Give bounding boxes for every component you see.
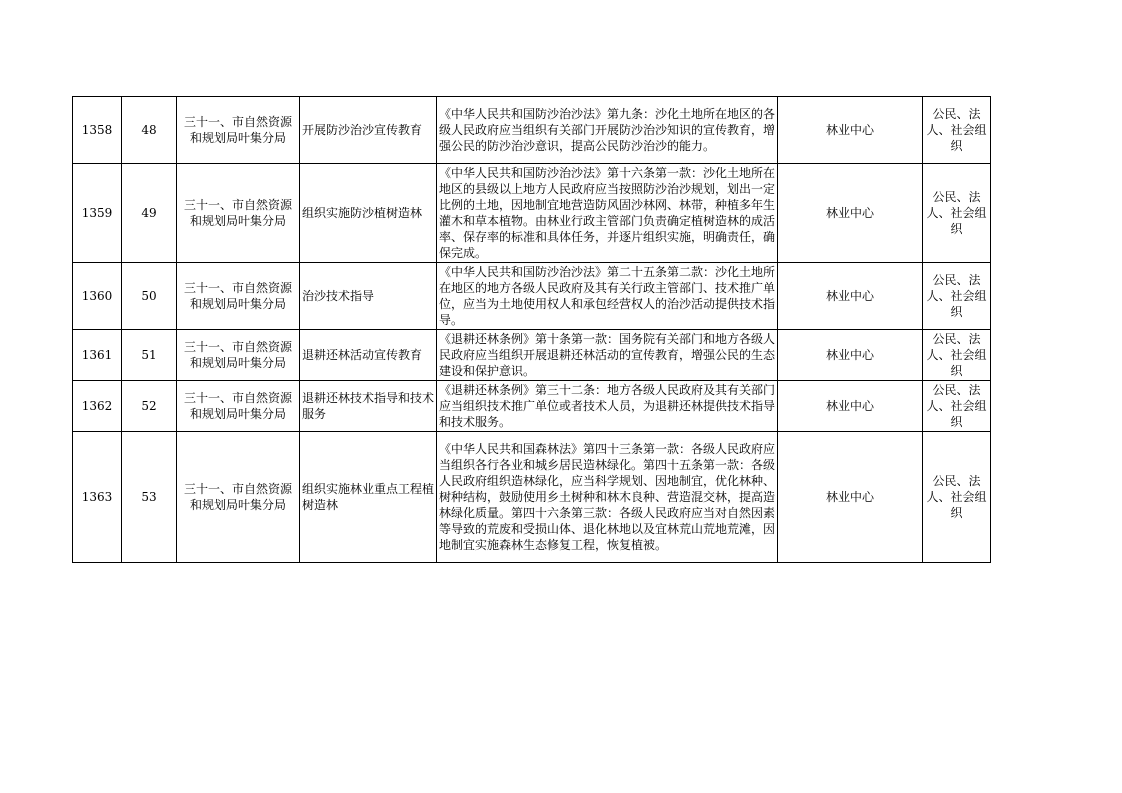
row-service-target: 公民、法人、社会组织: [923, 381, 991, 432]
row-service-target: 公民、法人、社会组织: [923, 263, 991, 330]
row-item-name: 退耕还林活动宣传教育: [300, 330, 437, 381]
row-legal-basis: 《中华人民共和国防沙治沙法》第九条：沙化土地所在地区的各级人民政府应当组织有关部门开展防沙治沙知识的宣传教育，增强公民的防沙治沙意识，提高公民防沙治沙的能力。: [437, 97, 778, 164]
row-item-name: 退耕还林技术指导和技术服务: [300, 381, 437, 432]
row-department: 三十一、市自然资源和规划局叶集分局: [177, 330, 300, 381]
table-row: [73, 330, 991, 381]
row-department: 三十一、市自然资源和规划局叶集分局: [177, 97, 300, 164]
table-row: [73, 164, 991, 263]
row-implementing-unit: 林业中心: [778, 97, 923, 164]
table-row: [73, 263, 991, 330]
row-service-target: 公民、法人、社会组织: [923, 432, 991, 563]
service-list-table: [72, 96, 991, 563]
row-service-target: 公民、法人、社会组织: [923, 330, 991, 381]
row-service-target: 公民、法人、社会组织: [923, 97, 991, 164]
row-legal-basis: 《退耕还林条例》第三十二条：地方各级人民政府及其有关部门应当组织技术推广单位或者技术人员，为退耕还林提供技术指导和技术服务。: [437, 381, 778, 432]
row-department: 三十一、市自然资源和规划局叶集分局: [177, 432, 300, 563]
row-item-name: 开展防沙治沙宣传教育: [300, 97, 437, 164]
row-implementing-unit: 林业中心: [778, 381, 923, 432]
row-item-name: 治沙技术指导: [300, 263, 437, 330]
row-legal-basis: 《中华人民共和国防沙治沙法》第十六条第一款：沙化土地所在地区的县级以上地方人民政府应当按照防沙治沙规划，划出一定比例的土地，因地制宜地营造防风固沙林网、林带，种植多年生灌木和草本植物。由林业行政主管部门负责确定植树造林的成活率、保存率的标准和具体任务，并逐片组织实施，明确责任，确保完成。: [437, 164, 778, 263]
row-sequence-number: 1361: [73, 330, 122, 381]
row-item-name: 组织实施防沙植树造林: [300, 164, 437, 263]
row-item-name: 组织实施林业重点工程植树造林: [300, 432, 437, 563]
row-sub-number: 52: [122, 381, 177, 432]
row-sub-number: 53: [122, 432, 177, 563]
row-legal-basis: 《退耕还林条例》第十条第一款：国务院有关部门和地方各级人民政府应当组织开展退耕还林活动的宣传教育，增强公民的生态建设和保护意识。: [437, 330, 778, 381]
row-implementing-unit: 林业中心: [778, 432, 923, 563]
row-department: 三十一、市自然资源和规划局叶集分局: [177, 263, 300, 330]
row-implementing-unit: 林业中心: [778, 330, 923, 381]
row-legal-basis: 《中华人民共和国防沙治沙法》第二十五条第二款：沙化土地所在地区的地方各级人民政府及其有关行政主管部门、技术推广单位，应当为土地使用权人和承包经营权人的治沙活动提供技术指导。: [437, 263, 778, 330]
table-row: [73, 432, 991, 563]
row-implementing-unit: 林业中心: [778, 263, 923, 330]
row-sequence-number: 1362: [73, 381, 122, 432]
row-sequence-number: 1363: [73, 432, 122, 563]
row-implementing-unit: 林业中心: [778, 164, 923, 263]
row-sequence-number: 1360: [73, 263, 122, 330]
row-sub-number: 50: [122, 263, 177, 330]
table-row: [73, 381, 991, 432]
row-sub-number: 49: [122, 164, 177, 263]
row-department: 三十一、市自然资源和规划局叶集分局: [177, 164, 300, 263]
row-sequence-number: 1358: [73, 97, 122, 164]
row-legal-basis: 《中华人民共和国森林法》第四十三条第一款：各级人民政府应当组织各行各业和城乡居民造林绿化。第四十五条第一款：各级人民政府组织造林绿化，应当科学规划、因地制宜，优化林种、树种结构，鼓励使用乡土树种和林木良种、营造混交林，提高造林绿化质量。第四十六条第三款：各级人民政府应当对自然因素等导致的荒废和受损山体、退化林地以及宜林荒山荒地荒滩，因地制宜实施森林生态修复工程，恢复植被。: [437, 432, 778, 563]
row-sequence-number: 1359: [73, 164, 122, 263]
row-sub-number: 51: [122, 330, 177, 381]
table-row: [73, 97, 991, 164]
row-sub-number: 48: [122, 97, 177, 164]
row-service-target: 公民、法人、社会组织: [923, 164, 991, 263]
row-department: 三十一、市自然资源和规划局叶集分局: [177, 381, 300, 432]
